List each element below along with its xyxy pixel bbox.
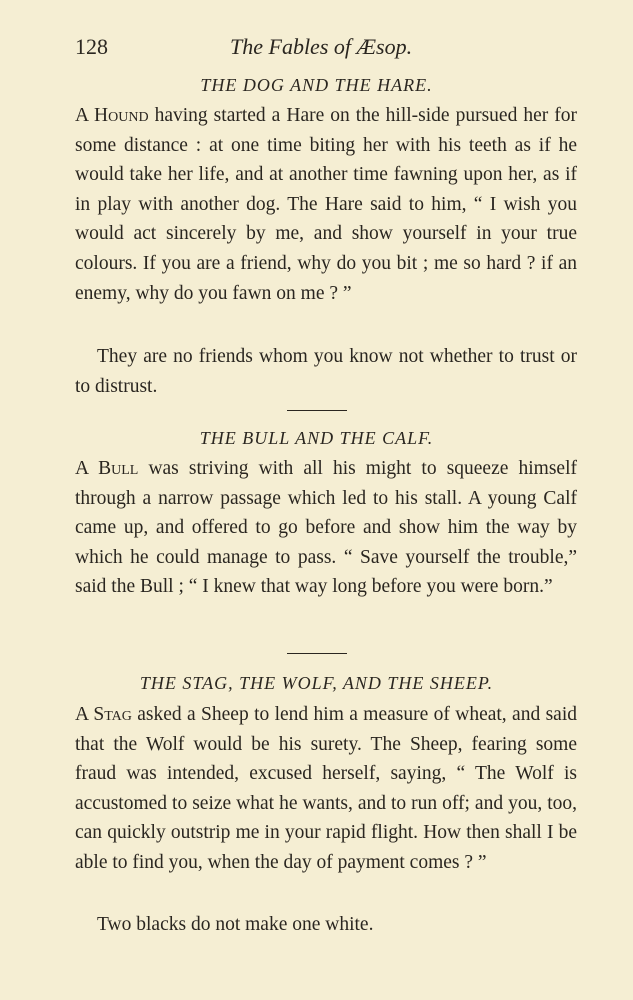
fable-body-stag-wolf-sheep: [75, 700, 577, 878]
fable-body-dog-hare: [75, 101, 577, 308]
fable-title-stag-wolf-sheep: THE STAG, THE WOLF, AND THE SHEEP.: [139, 673, 494, 693]
section-divider: [287, 653, 347, 654]
fable-body-text: asked a Sheep to lend him a measure of wheat, and said that the Wolf would be his surety. The Sheep, fearing some fraud was intended, excused herself, saying, “ The Wolf is accustomed to seize what he wants, and to run off; and you, too, can quickly outstrip me in your rapid flight. How then shall I be able to find you, when the day of payment comes ? ”: [75, 704, 577, 873]
page-number: 128: [75, 34, 108, 59]
fable-opening-words: A Stag: [75, 704, 132, 725]
fable-moral-stag-wolf-sheep: Two blacks do not make one white.: [97, 914, 374, 935]
fable-opening-words: A Hound: [75, 105, 149, 126]
running-title: The Fables of Æsop.: [230, 34, 413, 59]
section-divider: [287, 410, 347, 411]
fable-title-bull-calf: THE BULL AND THE CALF.: [199, 428, 434, 448]
page-header: [75, 34, 555, 64]
fable-title-dog-hare: THE DOG AND THE HARE.: [200, 75, 433, 95]
fable-body-bull-calf: [75, 454, 577, 602]
fable-moral-dog-hare: They are no friends whom you know not whether to trust or to distrust.: [75, 346, 577, 397]
fable-body-text: having started a Hare on the hill-side pursued her for some distance : at one time biting her with his teeth as if he would take her life, and at another time fawning upon her, as if in play with another dog. The Hare said to him, “ I wish you would act sincerely by me, and show yourself in your true colours. If you are a friend, why do you bit ; me so hard ? if an enemy, why do you fawn on me ? ”: [75, 105, 577, 304]
fable-opening-words: A Bull: [75, 458, 139, 479]
fable-body-text: was striving with all his might to squeeze himself through a narrow passage which led to his stall. A young Calf came up, and offered to go before and show him the way by which he could manage to pass. “ Save yourself the trouble,” said the Bull ; “ I knew that way long before you were born.”: [75, 458, 577, 598]
